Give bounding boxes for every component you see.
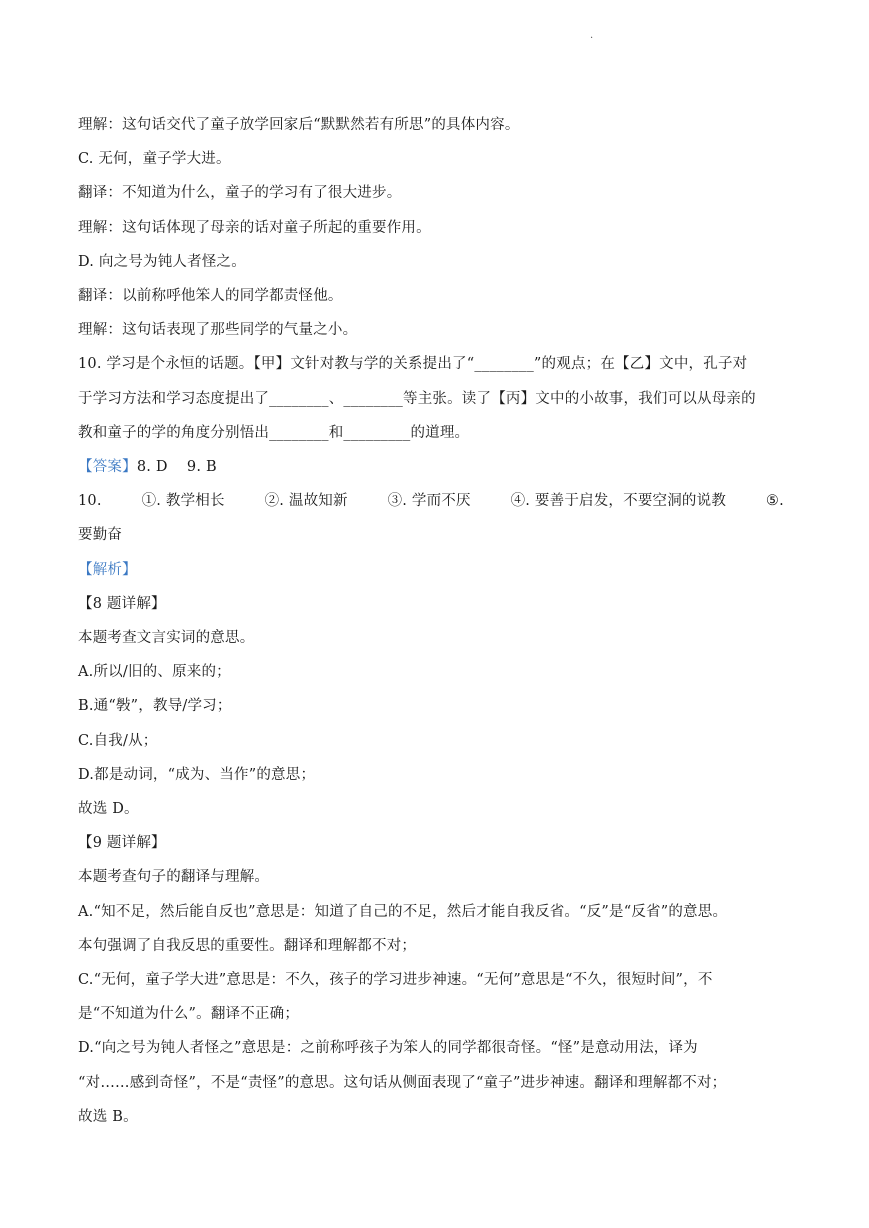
analysis-tag: 【解析】 bbox=[78, 561, 137, 578]
question-10-line: 10. 学习是个永恒的话题。【甲】文针对教与学的关系提出了“________”的观点；在【乙】文中，孔子对 bbox=[78, 356, 748, 373]
header-mark: . bbox=[590, 30, 594, 41]
text-line: D. 向之号为钝人者怪之。 bbox=[78, 253, 246, 270]
q10-answer-item: ⑤. bbox=[765, 493, 784, 510]
text-line: 翻译：不知道为什么，童子的学习有了很大进步。 bbox=[78, 185, 402, 202]
q10-answer-item: ②. 温故知新 bbox=[264, 493, 348, 510]
q8-heading: 【8 题详解】 bbox=[78, 595, 166, 612]
q8-line: 本题考查文言实词的意思。 bbox=[78, 630, 255, 647]
answer-line bbox=[78, 450, 794, 484]
q9-line: 本题考查句子的翻译与理解。 bbox=[78, 869, 270, 886]
q10-answer-number: 10. bbox=[78, 493, 102, 510]
text-line: 理解：这句话交代了童子放学回家后“默默然若有所思”的具体内容。 bbox=[78, 117, 520, 133]
answer-text: 8. D 9. B bbox=[136, 459, 217, 476]
q9-line: C.“无何，童子学大进”意思是：不久，孩子的学习进步神速。“无何”意思是“不久，很短时间”，不 bbox=[78, 972, 713, 989]
answer-tag: 【答案】 bbox=[78, 459, 137, 476]
document-body bbox=[78, 108, 794, 1134]
q8-line: D.都是动词，“成为、当作”的意思； bbox=[78, 766, 316, 783]
q8-line: A.所以/旧的、原来的； bbox=[78, 664, 231, 681]
q8-line: 故选 D。 bbox=[78, 801, 139, 818]
q8-line: B.通“斅”，教导/学习； bbox=[78, 698, 232, 715]
q9-line: “对……感到奇怪”，不是“责怪”的意思。这句话从侧面表现了“童子”进步神速。翻译和理解都不对； bbox=[78, 1074, 727, 1091]
question-10-line: 于学习方法和学习态度提出了________、________等主张。读了【丙】文中的小故事，我们可以从母亲的 bbox=[78, 390, 756, 407]
q10-answer-item: ③. 学而不厌 bbox=[387, 493, 471, 510]
q8-line: C.自我/从； bbox=[78, 732, 158, 749]
q9-line: 本句强调了自我反思的重要性。翻译和理解都不对； bbox=[78, 937, 417, 954]
q9-heading: 【9 题详解】 bbox=[78, 835, 166, 852]
q9-line: D.“向之号为钝人者怪之”意思是：之前称呼孩子为笨人的同学都很奇怪。“怪”是意动用法，译为 bbox=[78, 1040, 698, 1057]
q9-line: 故选 B。 bbox=[78, 1108, 138, 1125]
q9-line: A.“知不足，然后能自反也”意思是：知道了自己的不足，然后才能自我反省。“反”是“反省”的意思。 bbox=[78, 903, 728, 920]
q10-answer-item: ①. 教学相长 bbox=[141, 493, 225, 510]
q9-line: 是“不知道为什么”。翻译不正确； bbox=[78, 1006, 300, 1023]
text-line: 理解：这句话表现了那些同学的气量之小。 bbox=[78, 322, 358, 339]
text-line: 理解：这句话体现了母亲的话对童子所起的重要作用。 bbox=[78, 219, 431, 236]
question-10-line: 教和童子的学的角度分别悟出________和_________的道理。 bbox=[78, 424, 470, 441]
text-line: C. 无何，童子学大进。 bbox=[78, 151, 231, 168]
q10-answer-item: ④. 要善于启发，不要空洞的说教 bbox=[510, 493, 727, 510]
q10-answer-line bbox=[78, 484, 784, 518]
q10-answer-continuation: 要勤奋 bbox=[78, 527, 123, 544]
text-line: 翻译：以前称呼他笨人的同学都责怪他。 bbox=[78, 288, 343, 305]
